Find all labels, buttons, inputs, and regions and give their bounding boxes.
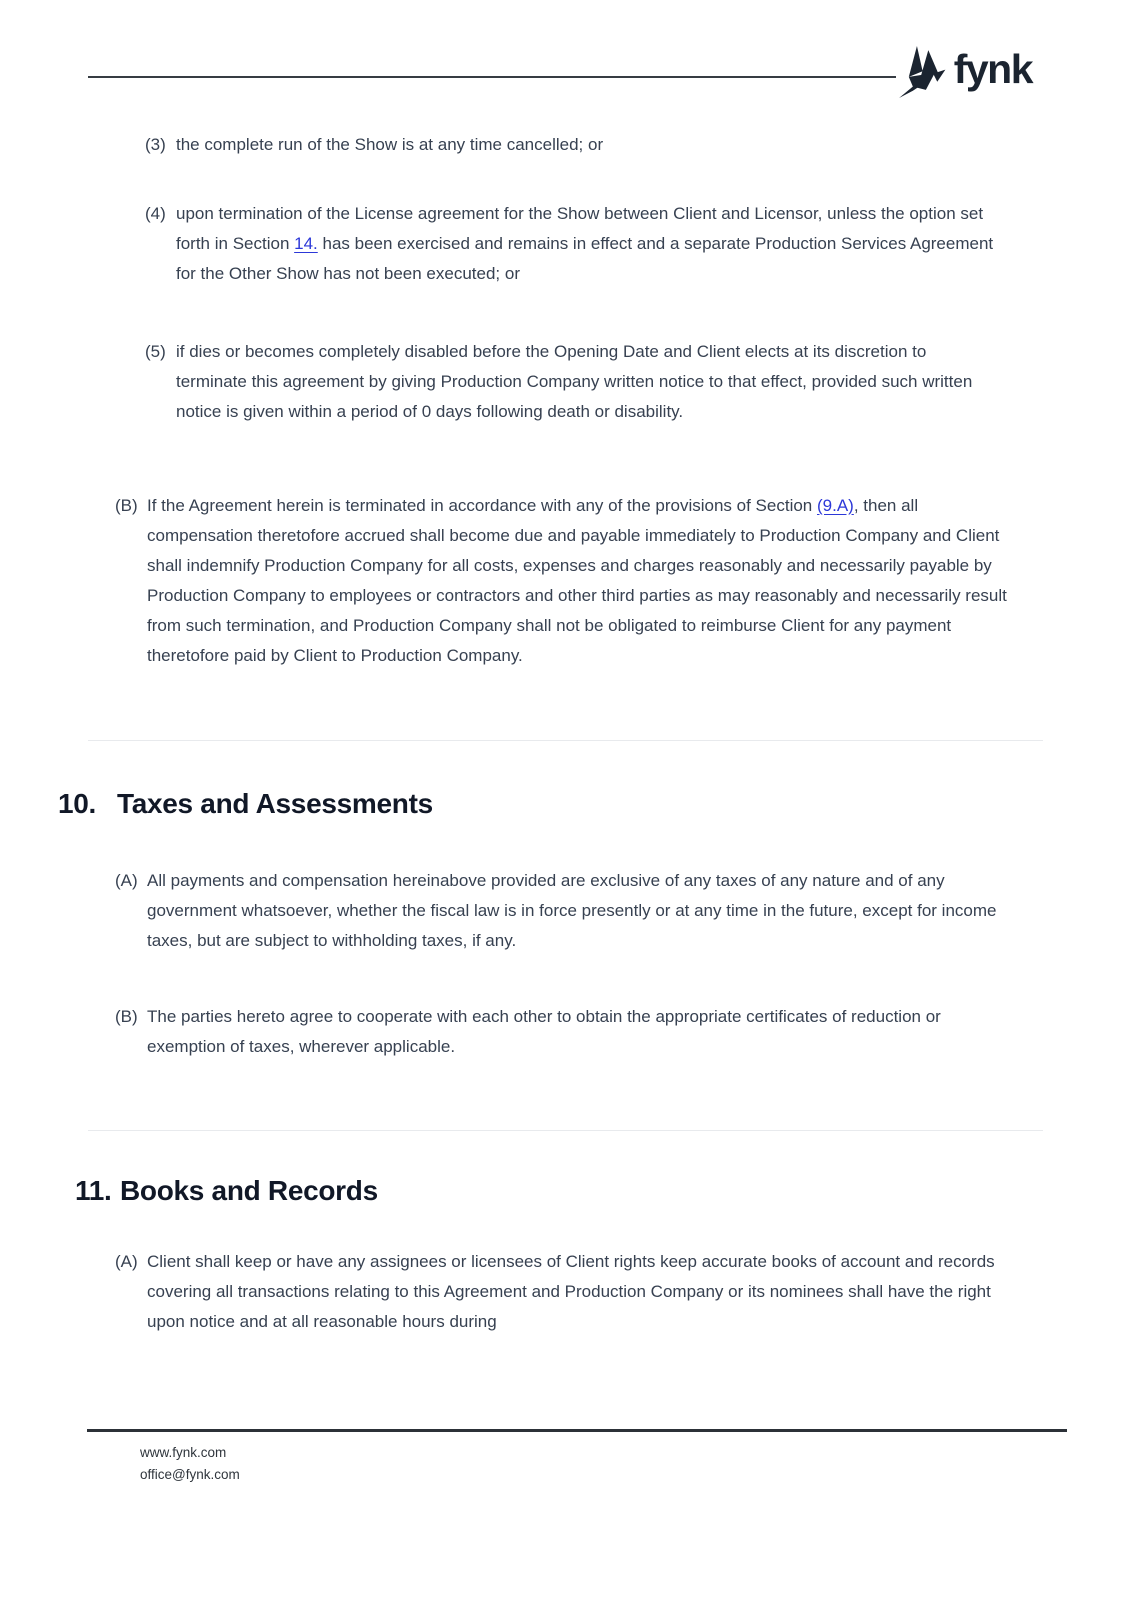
- section-10-item-B-text: The parties hereto agree to cooperate with each other to obtain the appropriate certificates of reduction or exemption of taxes, wherever applicable.: [147, 1007, 941, 1056]
- clause-3-marker: (3): [145, 135, 166, 154]
- section-10-item-B-marker: (B): [115, 1007, 138, 1026]
- clause-3: [145, 130, 996, 160]
- section-10-number: 10.: [58, 788, 97, 819]
- section-10-item-B: [115, 1002, 1012, 1062]
- page-header: [0, 0, 1131, 105]
- clause-4-text-post: has been exercised and remains in effect and a separate Production Services Agreement for the Other Show has not been executed; or: [176, 234, 994, 283]
- footer-website: www.fynk.com: [140, 1445, 227, 1460]
- header-rule: [88, 76, 896, 78]
- clause-3-text: the complete run of the Show is at any time cancelled; or: [176, 135, 604, 154]
- section-10-heading: [58, 785, 1131, 823]
- clause-5-text: if dies or becomes completely disabled before the Opening Date and Client elects at its discretion to terminate this agreement by giving Production Company written notice to that effect, provided such written notice is given within a period of 0 days following death or disability.: [176, 342, 973, 421]
- section-10-item-A: [115, 866, 1012, 956]
- fynk-wordmark: fynk: [953, 45, 1032, 92]
- section-11-item-A: [115, 1247, 1012, 1337]
- section-10-title: Taxes and Assessments: [117, 788, 433, 819]
- section-10-item-A-marker: (A): [115, 871, 138, 890]
- clause-5: [145, 337, 996, 427]
- section-11-heading: [75, 1172, 1131, 1210]
- footer-rule: [87, 1429, 1067, 1432]
- clause-B: [115, 491, 1012, 671]
- fynk-bird-icon: [895, 42, 947, 102]
- section-11-number: 11.: [75, 1175, 112, 1206]
- section-14-link[interactable]: 14.: [294, 234, 318, 253]
- clause-B-marker: (B): [115, 496, 138, 515]
- clause-4-marker: (4): [145, 204, 166, 223]
- clause-B-text-pre: If the Agreement herein is terminated in accordance with any of the provisions of Section: [147, 496, 817, 515]
- section-divider: [88, 740, 1043, 741]
- section-11-item-A-marker: (A): [115, 1252, 138, 1271]
- section-9a-link[interactable]: (9.A): [816, 496, 854, 515]
- clause-5-marker: (5): [145, 342, 166, 361]
- page-footer: [140, 1442, 1131, 1486]
- fynk-logo: [895, 42, 1032, 102]
- section-10-item-A-text: All payments and compensation hereinabove provided are exclusive of any taxes of any nature and of any government whatsoever, whether the fiscal law is in force presently or at any time in the future, except for income taxes, but are subject to withholding taxes, if any.: [147, 871, 997, 950]
- clause-4: [145, 199, 996, 289]
- section-11-item-A-text: Client shall keep or have any assignees or licensees of Client rights keep accurate books of account and records covering all transactions relating to this Agreement and Production Company or its nominees shall have the right upon notice and at all reasonable hours during: [147, 1252, 995, 1331]
- clause-B-text-post: , then all compensation theretofore accrued shall become due and payable immediately to Production Company and Client shall indemnify Production Company for all costs, expenses and charges reasonably and necessarily payable by Production Company to employees or contractors and other third parties as may reasonably and necessarily result from such termination, and Production Company shall not be obligated to reimburse Client for any payment theretofore paid by Client to Production Company.: [147, 496, 1007, 665]
- section-divider: [88, 1130, 1043, 1131]
- footer-email: office@fynk.com: [140, 1467, 240, 1482]
- clause-4-text-pre: upon termination of the License agreement for the Show between Client and Licensor, unless the option set forth in Section: [176, 204, 984, 253]
- clause-B-text: [147, 491, 1012, 671]
- section-11-title: Books and Records: [120, 1175, 378, 1206]
- clause-4-text: [176, 199, 996, 289]
